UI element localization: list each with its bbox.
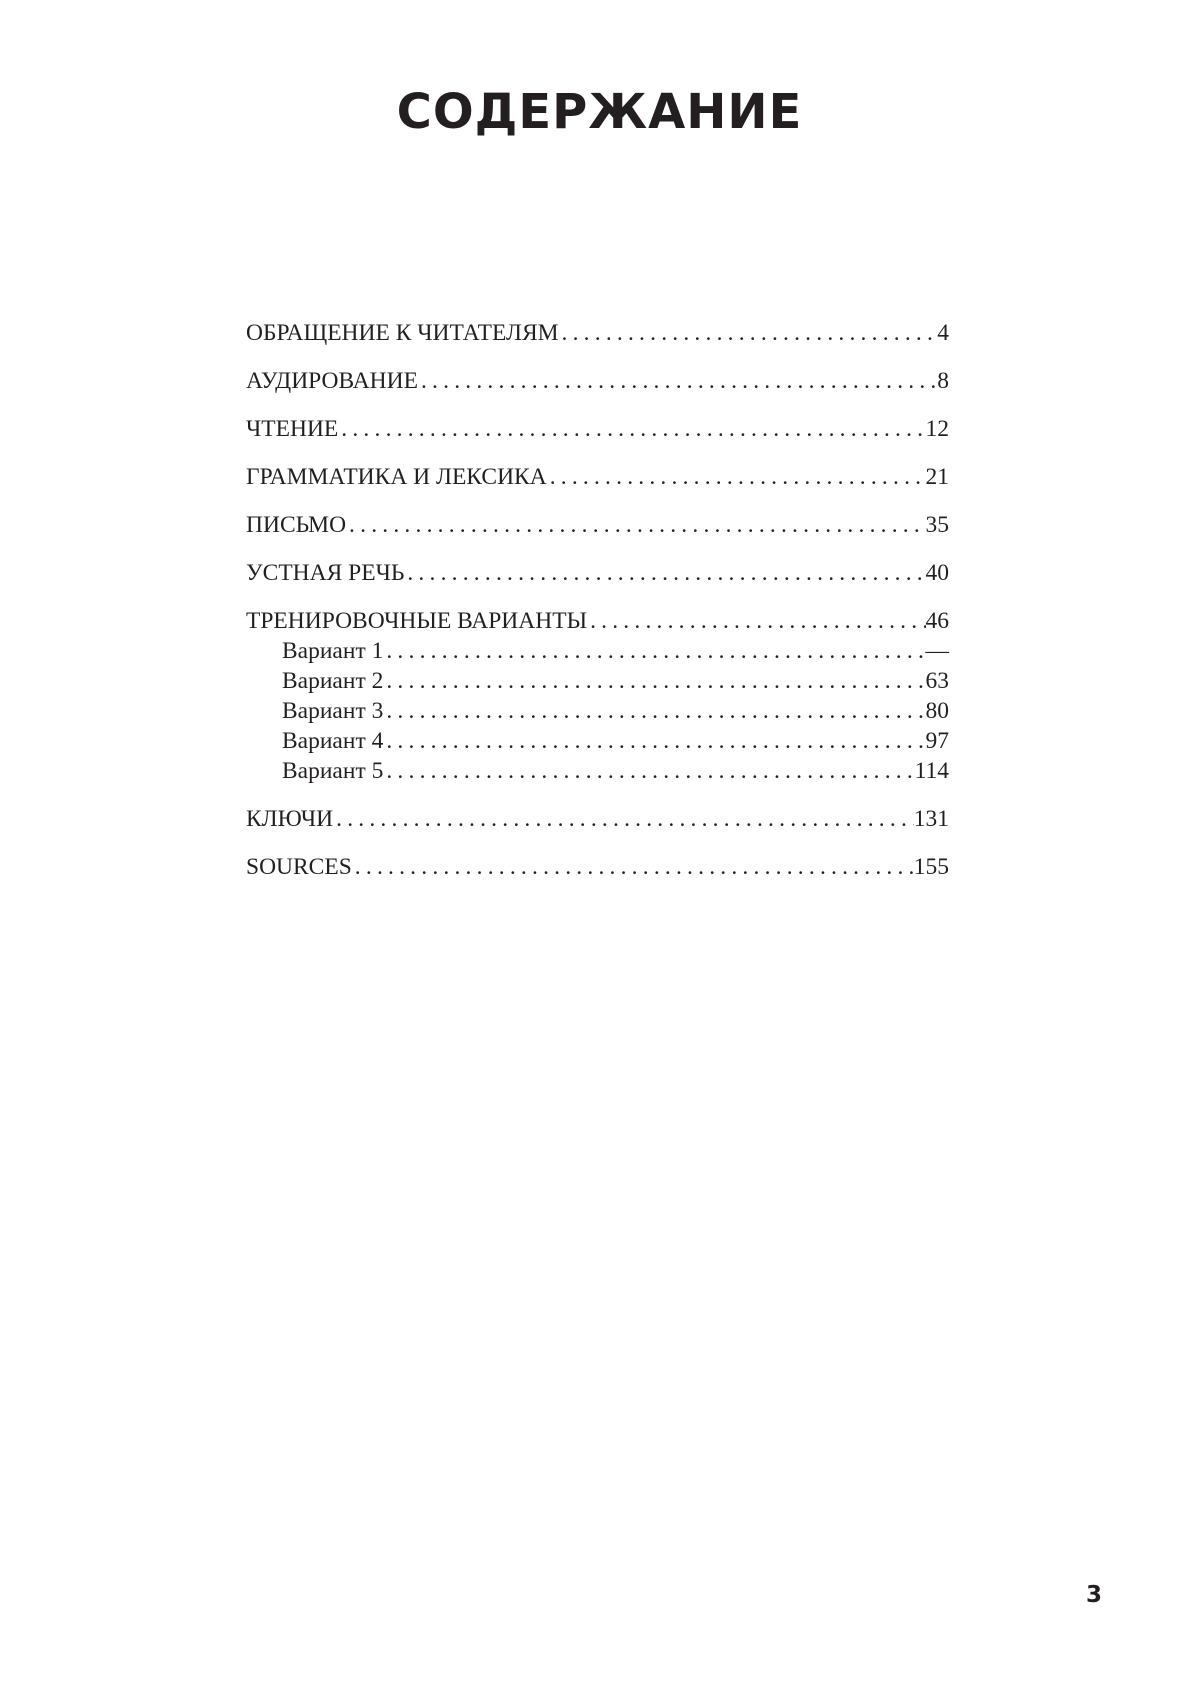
dot-leader [338,414,925,444]
toc-subentry-label: Вариант 2 [282,668,384,694]
toc-entry-page: 12 [925,416,949,442]
toc-subentry-label: Вариант 1 [282,638,384,664]
toc-entry-page: 8 [937,368,949,394]
toc-entry-label: АУДИРОВАНИЕ [246,368,418,394]
toc-subentries [246,636,949,786]
toc-entry-speaking[interactable] [246,558,949,588]
toc-entry-label: ОБРАЩЕНИЕ К ЧИТАТЕЛЯМ [246,320,559,346]
toc-entry-label: ТРЕНИРОВОЧНЫЕ ВАРИАНТЫ [246,608,588,634]
toc-entry-writing[interactable] [246,510,949,540]
toc-entry-page: 40 [925,560,949,586]
toc-entry-label: ЧТЕНИЕ [246,416,339,442]
toc-entry-label: КЛЮЧИ [246,806,334,832]
dot-leader [333,804,914,834]
toc-subentry-variant-2[interactable] [246,666,949,696]
dot-leader [383,696,925,726]
toc-entry-page: 4 [937,320,949,346]
toc-entry-label: УСТНАЯ РЕЧЬ [246,560,405,586]
toc-entry-page: 35 [925,512,949,538]
toc-entry-label: ГРАММАТИКА И ЛЕКСИКА [246,464,547,490]
dot-leader [352,852,914,882]
dot-leader [587,606,925,636]
toc-entry-label: SOURCES [246,854,352,880]
dot-leader [346,510,925,540]
toc-entry-reading[interactable] [246,414,949,444]
table-of-contents [246,318,949,900]
page-number: 3 [1086,1582,1103,1608]
toc-subentry-page: 97 [925,728,949,754]
toc-entry-grammar-vocabulary[interactable] [246,462,949,492]
toc-subentry-label: Вариант 3 [282,698,384,724]
toc-subentry-label: Вариант 4 [282,728,384,754]
toc-entry-page: 46 [925,608,949,634]
toc-entry-keys[interactable] [246,804,949,834]
toc-entry-sources[interactable] [246,852,949,882]
dot-leader [547,462,926,492]
dot-leader [559,318,938,348]
dot-leader [383,726,925,756]
toc-subentry-variant-4[interactable] [246,726,949,756]
dot-leader [383,666,925,696]
toc-subentry-page: — [925,638,949,664]
toc-subentry-page: 63 [925,668,949,694]
toc-subentry-variant-1[interactable] [246,636,949,666]
dot-leader [418,366,937,396]
dot-leader [383,636,925,666]
toc-subentry-variant-3[interactable] [246,696,949,726]
toc-entry-address-to-readers[interactable] [246,318,949,348]
dot-leader [383,756,914,786]
toc-entry-label: ПИСЬМО [246,512,347,538]
toc-entry-listening[interactable] [246,366,949,396]
toc-entry-page: 155 [913,854,949,880]
toc-subentry-page: 80 [925,698,949,724]
toc-subentry-page: 114 [914,758,949,784]
toc-entry-page: 131 [913,806,949,832]
toc-entry-page: 21 [925,464,949,490]
toc-entry-practice-tests[interactable] [246,606,949,636]
toc-subentry-variant-5[interactable] [246,756,949,786]
dot-leader [404,558,925,588]
toc-subentry-label: Вариант 5 [282,758,384,784]
page-title: СОДЕРЖАНИЕ [396,84,803,140]
